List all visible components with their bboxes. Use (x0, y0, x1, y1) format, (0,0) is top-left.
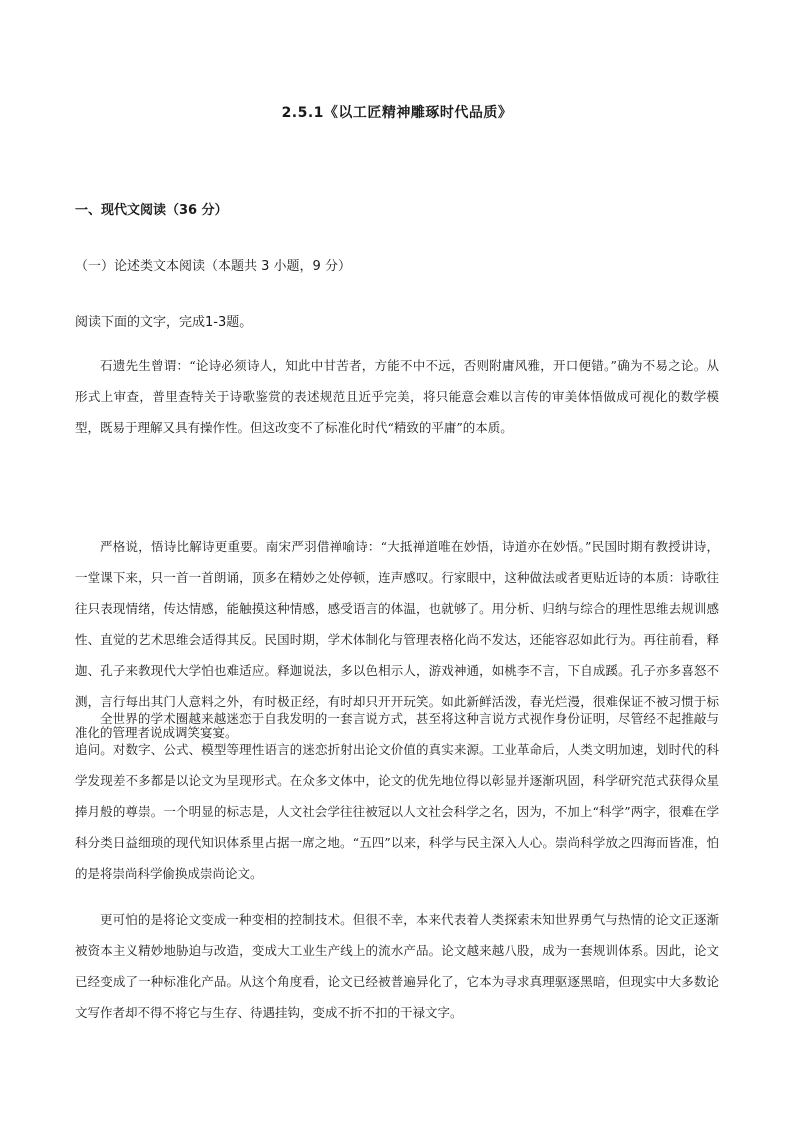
body-paragraph: 更可怕的是将论文变成一种变相的控制技术。但很不幸，本来代表着人类探索未知世界勇气与热情的论文正逐渐被资本主义精妙地胁迫与改造，变成大工业生产线上的流水产品。论文越来越八股，成为一套规训体系。因此，论文已经变成了一种标准化产品。从这个角度看，论文已经被普遍异化了，它本为寻求真理驱逐黑暗，但现实中大多数论文写作者却不得不将它与生存、待遇挂钩，变成不折不扣的干禄文字。 (75, 912, 719, 1020)
body-paragraph: 石遗先生曾谓：“论诗必须诗人，知此中甘苦者，方能不中不远，否则附庸风雅，开口便错。”确为不易之论。从形式上审查，普里查特关于诗歌鉴赏的表述规范且近乎完美，将只能意会难以言传的审美体悟做成可视化的数学模型，既易于理解又具有操作性。但这改变不了标准化时代“精致的平庸”的本质。 (75, 358, 719, 435)
body-paragraph: 严格说，悟诗比解诗更重要。南宋严羽借禅喻诗：“大抵禅道唯在妙悟，诗道亦在妙悟。”民国时期有教授讲诗，一堂课下来，只一首一首朗诵，顶多在精妙之处停顿，连声感叹。行家眼中，这种做法或者更贴近诗的本质：诗歌往往只表现情绪，传达情感，能触摸这种情感，感受语言的体温，也就够了。用分析、归纳与综合的理性思维去规训感性、直觉的艺术思维会适得其反。民国时期，学术体制化与管理表格化尚不发达，还能容忍如此行为。再往前看，释迦、孔子来教现代大学怕也难适应。释迦说法，多以色相示人，游戏神通，如桃李不言，下自成蹊。孔子亦多喜怒不测，言行每出其门人意料之外，有时极正经，有时却只开开玩笑。如此新鲜活泼，春光烂漫，很难保证不被习惯于标准化的管理者说成调笑宴宴。 (75, 539, 719, 740)
subsection-heading: （一）论述类文本阅读（本题共 3 小题，9 分） (75, 259, 351, 274)
document-title: 2.5.1《以工匠精神雕琢时代品质》 (281, 105, 513, 121)
reading-instruction: 阅读下面的文字，完成1-3题。 (75, 315, 253, 330)
body-paragraph: 全世界的学术圈越来越迷恋于自我发明的一套言说方式，甚至将这种言说方式视作身份证明，尽管经不起推敲与追问。对数字、公式、模型等理性语言的迷恋折射出论文价值的真实来源。工业革命后，人类文明加速，划时代的科学发现差不多都是以论文为呈现形式。在众多文体中，论文的优先地位得以彰显并逐渐巩固，科学研究范式获得众星捧月般的尊崇。一个明显的标志是，人文社会学往往被冠以人文社会科学之名，因为，不加上“科学”两字，很难在学科分类日益细琐的现代知识体系里占据一席之地。“五四”以来，科学与民主深入人心。崇尚科学放之四海而皆准，怕的是将崇尚科学偷换成崇尚论文。 (75, 711, 719, 881)
section-heading: 一、现代文阅读（36 分） (75, 203, 228, 218)
